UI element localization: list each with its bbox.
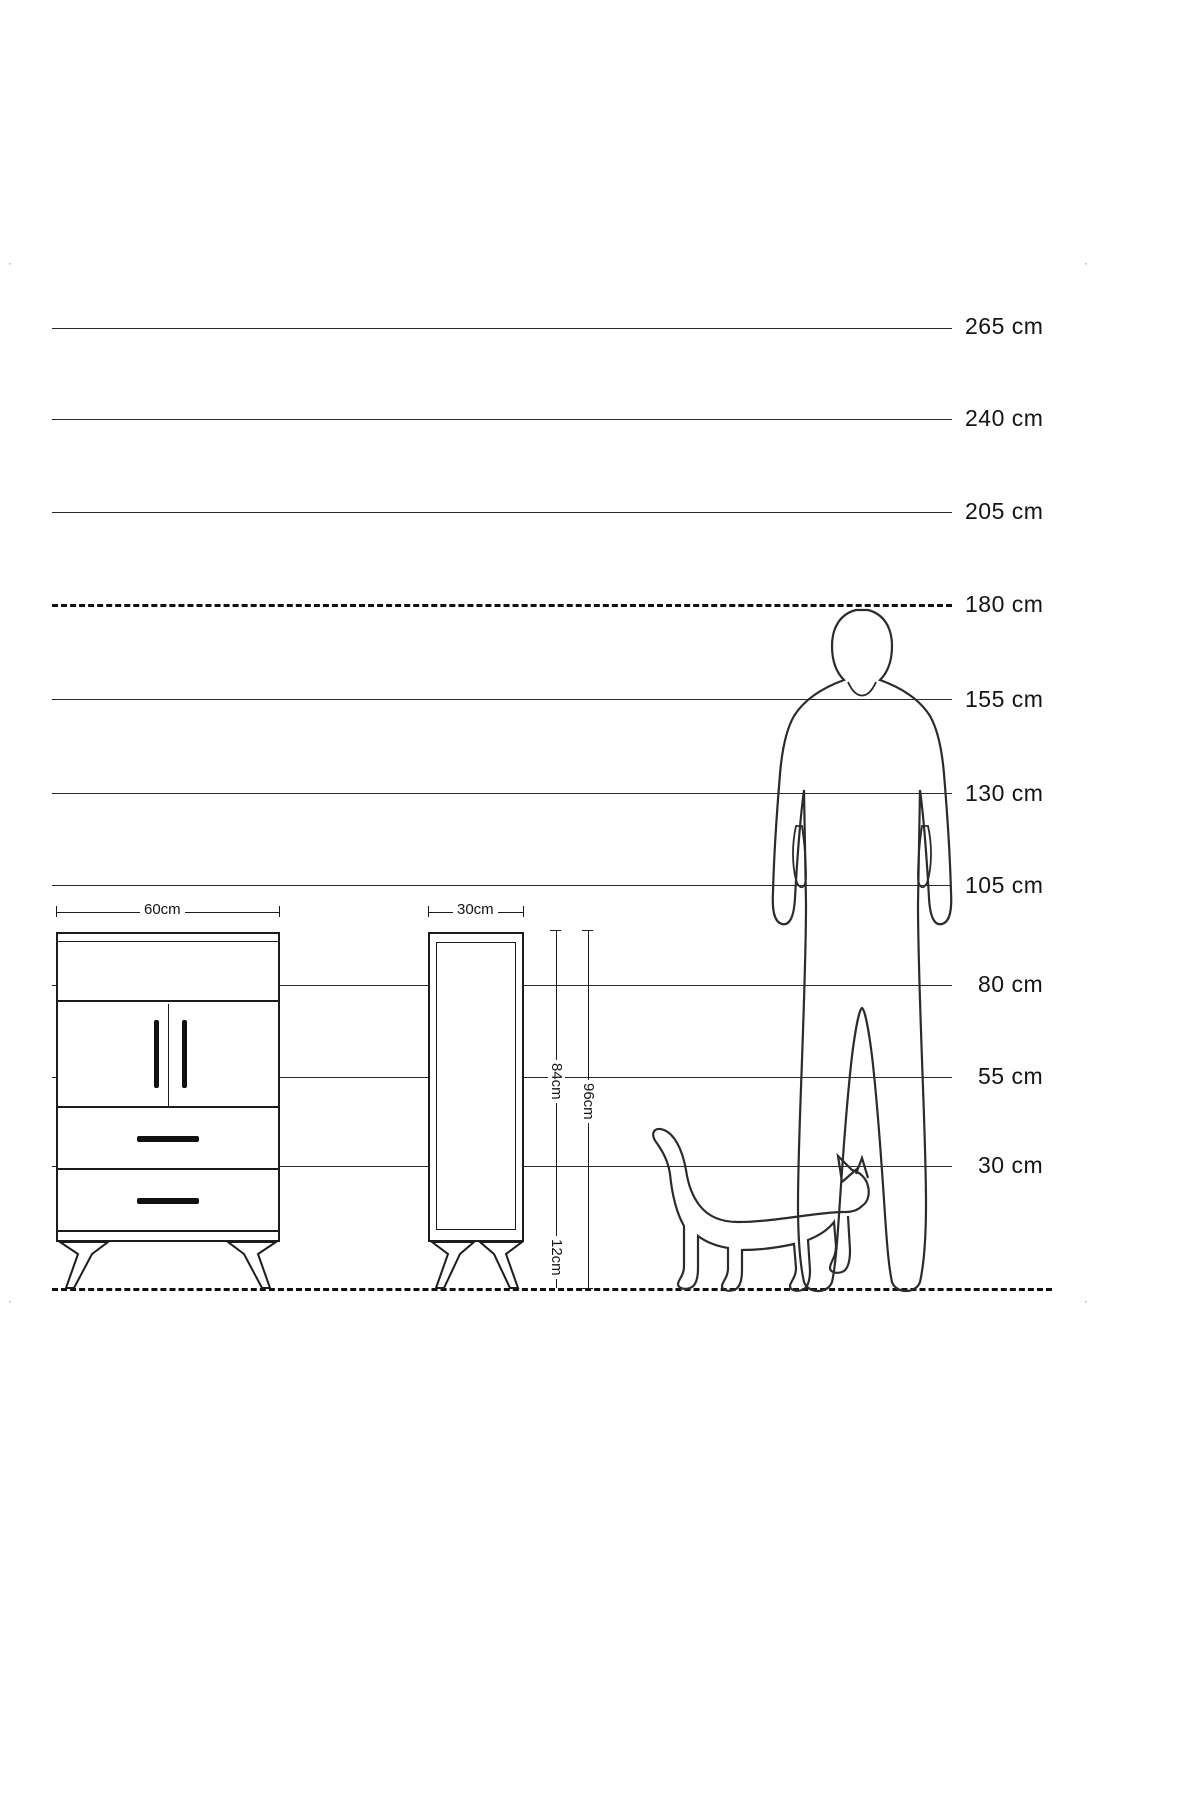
scale-label-265: 265 cm: [965, 313, 1044, 339]
registration-mark-top-left: ·: [8, 258, 12, 270]
cabinet-width-cap-right: [279, 906, 280, 917]
tall-unit-leg-right: [476, 1240, 524, 1292]
cabinet-leg-right: [222, 1240, 278, 1292]
registration-mark-bottom-left: ·: [8, 1296, 12, 1308]
registration-mark-top-right: ·: [1084, 258, 1088, 270]
scale-label-130: 130 cm: [965, 780, 1044, 806]
scale-line-240: [52, 419, 952, 420]
height-96-cap-bottom: [582, 1288, 593, 1289]
cabinet-top-strip: [58, 934, 278, 942]
registration-mark-bottom-right: ·: [1084, 1296, 1088, 1308]
scale-label-155: 155 cm: [965, 686, 1044, 712]
cabinet-drawer-upper-handle: [137, 1136, 199, 1142]
cabinet-leg-left: [58, 1240, 114, 1292]
scale-label-30: 30 cm: [978, 1152, 1044, 1178]
height-84-cap-top: [550, 930, 561, 931]
tall-unit-leg-left: [430, 1240, 478, 1292]
tall-unit-inner-panel: [436, 942, 516, 1230]
scale-label-55: 55 cm: [978, 1063, 1044, 1089]
cabinet-open-shelf: [58, 942, 278, 1002]
cabinet-door-handle-right: [182, 1020, 187, 1088]
tallunit-width-cap-right: [523, 906, 524, 917]
cabinet-door-split: [168, 1004, 169, 1108]
cabinet-width-cap-left: [56, 906, 57, 917]
tallunit-width-cap-left: [428, 906, 429, 917]
height-84-label: 84cm: [548, 1060, 565, 1103]
cabinet-width-label: 60cm: [140, 901, 185, 918]
cat-silhouette: [646, 1120, 876, 1292]
scale-line-265: [52, 328, 952, 329]
tall-unit-body: [428, 932, 524, 1242]
height-96-cap-top: [582, 930, 593, 931]
scale-label-205: 205 cm: [965, 498, 1044, 524]
tallunit-width-label: 30cm: [453, 901, 498, 918]
cabinet-body: [56, 932, 280, 1242]
scale-label-240: 240 cm: [965, 405, 1044, 431]
scale-label-105: 105 cm: [965, 872, 1044, 898]
scale-label-180: 180 cm: [965, 591, 1044, 617]
height-12-label: 12cm: [548, 1236, 565, 1279]
scale-label-80: 80 cm: [978, 971, 1044, 997]
height-96-label: 96cm: [580, 1080, 597, 1123]
cabinet-drawer-lower-handle: [137, 1198, 199, 1204]
cabinet-door-handle-left: [154, 1020, 159, 1088]
scale-line-205: [52, 512, 952, 513]
